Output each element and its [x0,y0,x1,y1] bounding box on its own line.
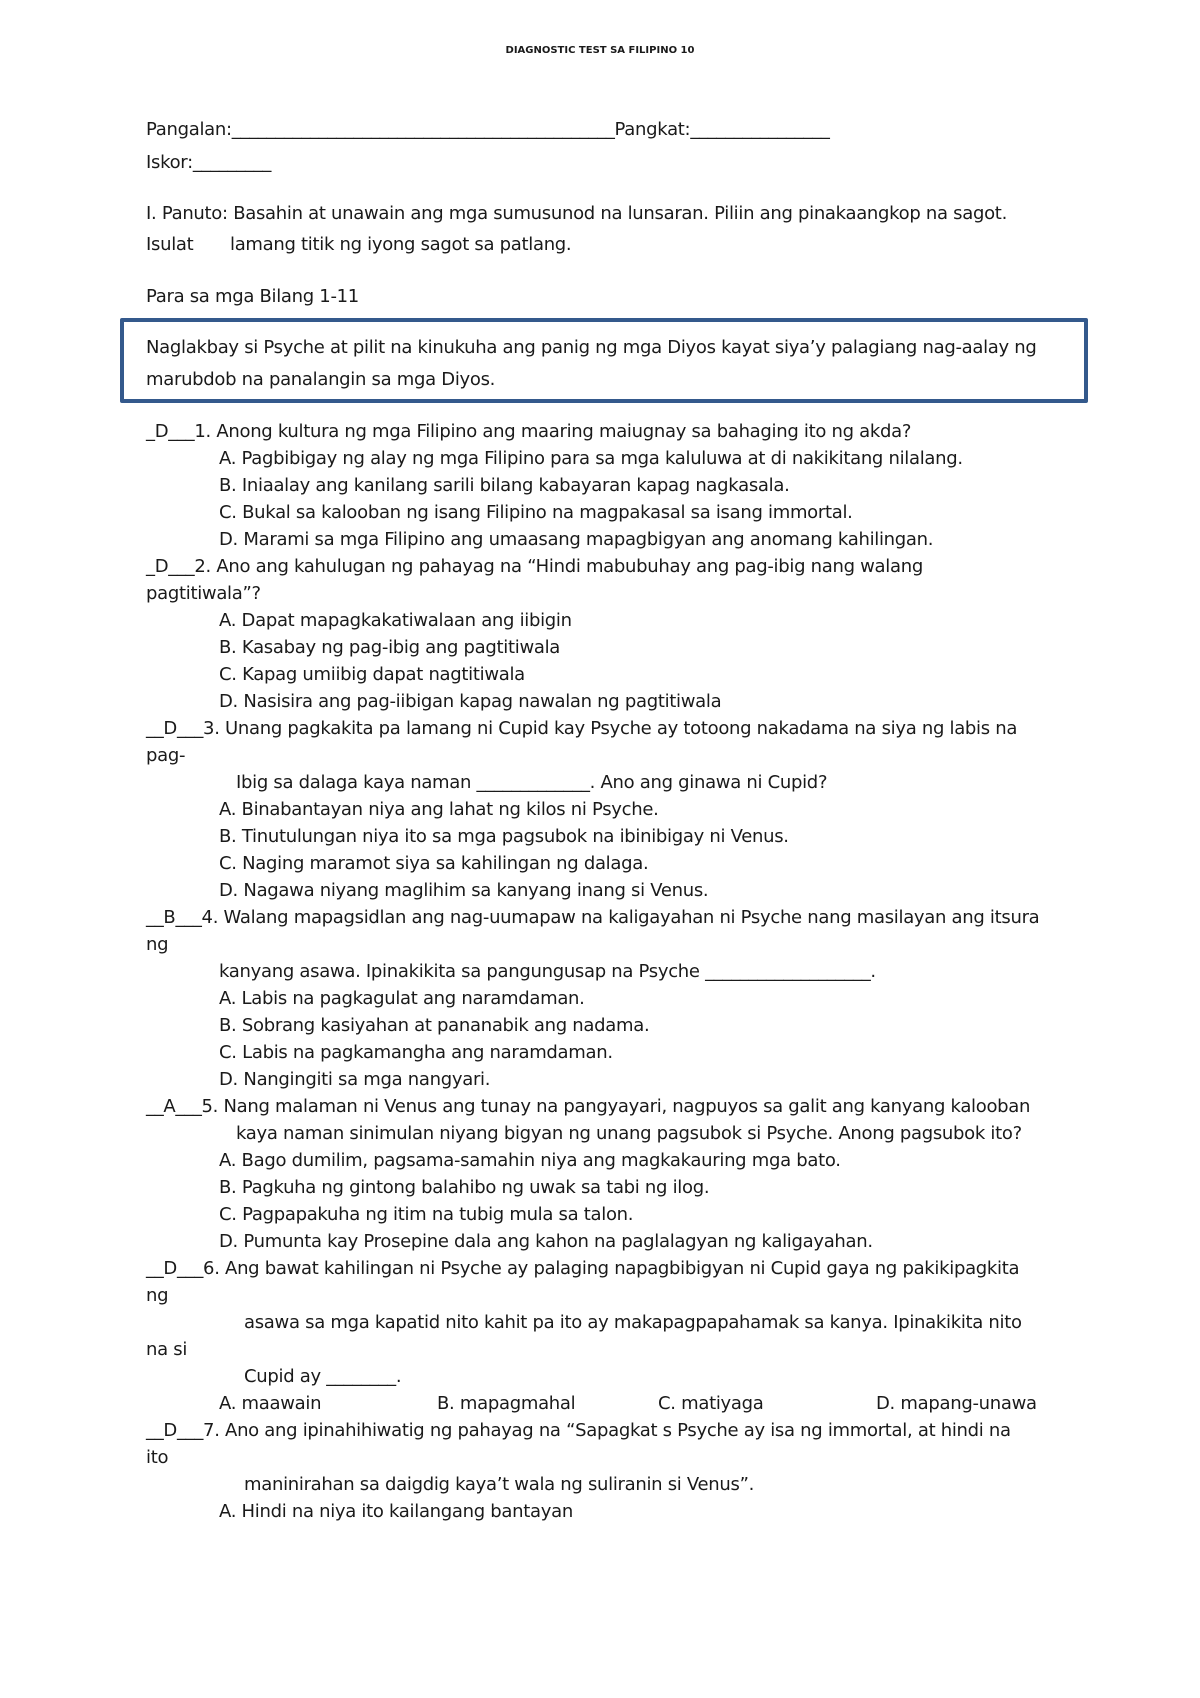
question-3-text-cont: pag- [146,745,186,766]
page-title: DIAGNOSTIC TEST SA FILIPINO 10 [505,45,695,56]
question-1-choice-b: B. Iniaalay ang kanilang sarili bilang kabayaran kapag nagkasala. [219,475,790,496]
question-7-text-cont-2: maninirahan sa daigdig kaya’t wala ng suliranin si Venus”. [244,1474,755,1495]
score-line: Iskor:_________ [146,152,272,173]
question-3-choice-b: B. Tinutulungan niya ito sa mga pagsubok na ibinibigay ni Venus. [219,826,789,847]
question-4-choice-d: D. Nangingiti sa mga nangyari. [219,1069,491,1090]
question-2-choice-c: C. Kapag umiibig dapat nagtitiwala [219,664,525,685]
question-3-text-cont-2: Ibig sa dalaga kaya naman _____________. Ano ang ginawa ni Cupid? [236,772,828,793]
question-6-choice-c: C. matiyaga [658,1393,764,1414]
question-4-text-cont-2: kanyang asawa. Ipinakikita sa pangungusap na Psyche ___________________. [219,961,876,982]
question-2-choice-a: A. Dapat mapagkakatiwalaan ang iibigin [219,610,572,631]
question-5-choice-b: B. Pagkuha ng gintong balahibo ng uwak sa tabi ng ilog. [219,1177,710,1198]
instructions-line-2b: lamang titik ng iyong sagot sa patlang. [230,234,572,255]
question-3-text: __D___3. Unang pagkakita pa lamang ni Cupid kay Psyche ay totoong nakadama na siya ng labis na [146,718,1018,739]
question-1-choice-d: D. Marami sa mga Filipino ang umaasang mapagbigyan ang anomang kahilingan. [219,529,934,550]
question-6-choice-d: D. mapang-unawa [876,1393,1037,1414]
question-6-text-cont: ng [146,1285,169,1306]
passage-line-2: marubdob na panalangin sa mga Diyos. [146,369,496,390]
question-4-text: __B___4. Walang mapagsidlan ang nag-uumapaw na kaligayahan ni Psyche nang masilayan ang itsura [146,907,1040,928]
question-3-choice-c: C. Naging maramot siya sa kahilingan ng dalaga. [219,853,649,874]
question-6-text-cont-4: Cupid ay ________. [244,1366,402,1387]
question-2-choice-d: D. Nasisira ang pag-iibigan kapag nawalan ng pagtitiwala [219,691,722,712]
name-section-line: Pangalan:____________________________________________Pangkat:________________ [146,119,830,140]
question-4-text-cont: ng [146,934,169,955]
question-7-text-cont: ito [146,1447,169,1468]
question-6-text-cont-3: na si [146,1339,188,1360]
section-label: Para sa mga Bilang 1-11 [146,286,359,307]
question-4-choice-a: A. Labis na pagkagulat ang naramdaman. [219,988,585,1009]
question-4-choice-c: C. Labis na pagkamangha ang naramdaman. [219,1042,613,1063]
passage-line-1: Naglakbay si Psyche at pilit na kinukuha ang panig ng mga Diyos kayat siya’y palagiang nag-aalay ng [146,337,1037,358]
question-2-text-cont: pagtitiwala”? [146,583,261,604]
question-5-choice-c: C. Pagpapakuha ng itim na tubig mula sa talon. [219,1204,634,1225]
question-1-choice-a: A. Pagbibigay ng alay ng mga Filipino para sa mga kaluluwa at di nakikitang nilalang. [219,448,963,469]
instructions-line-1: I. Panuto: Basahin at unawain ang mga sumusunod na lunsaran. Piliin ang pinakaangkop na sagot. [146,203,1007,224]
question-6-choice-a: A. maawain [219,1393,322,1414]
question-5-text-cont: kaya naman sinimulan niyang bigyan ng unang pagsubok si Psyche. Anong pagsubok ito? [236,1123,1022,1144]
question-4-choice-b: B. Sobrang kasiyahan at pananabik ang nadama. [219,1015,650,1036]
question-2-choice-b: B. Kasabay ng pag-ibig ang pagtitiwala [219,637,561,658]
question-3-choice-d: D. Nagawa niyang maglihim sa kanyang inang si Venus. [219,880,709,901]
question-5-choice-a: A. Bago dumilim, pagsama-samahin niya ang magkakauring mga bato. [219,1150,841,1171]
question-6-choice-b: B. mapagmahal [437,1393,576,1414]
question-3-choice-a: A. Binabantayan niya ang lahat ng kilos ni Psyche. [219,799,659,820]
instructions-line-2a: Isulat [146,234,194,255]
question-6-text: __D___6. Ang bawat kahilingan ni Psyche ay palaging napagbibigyan ni Cupid gaya ng pakikipagkita [146,1258,1020,1279]
question-5-text: __A___5. Nang malaman ni Venus ang tunay na pangyayari, nagpuyos sa galit ang kanyang kalooban [146,1096,1031,1117]
question-1-choice-c: C. Bukal sa kalooban ng isang Filipino na magpakasal sa isang immortal. [219,502,853,523]
question-7-choice-a: A. Hindi na niya ito kailangang bantayan [219,1501,573,1522]
question-7-text: __D___7. Ano ang ipinahihiwatig ng pahayag na “Sapagkat s Psyche ay isa ng immortal, at hindi na [146,1420,1011,1441]
question-5-choice-d: D. Pumunta kay Prosepine dala ang kahon na paglalagyan ng kaligayahan. [219,1231,873,1252]
question-1-text: _D___1. Anong kultura ng mga Filipino ang maaring maiugnay sa bahaging ito ng akda? [146,421,912,442]
question-6-text-cont-2: asawa sa mga kapatid nito kahit pa ito ay makapagpapahamak sa kanya. Ipinakikita nito [244,1312,1022,1333]
question-2-text: _D___2. Ano ang kahulugan ng pahayag na “Hindi mabubuhay ang pag-ibig nang walang [146,556,923,577]
